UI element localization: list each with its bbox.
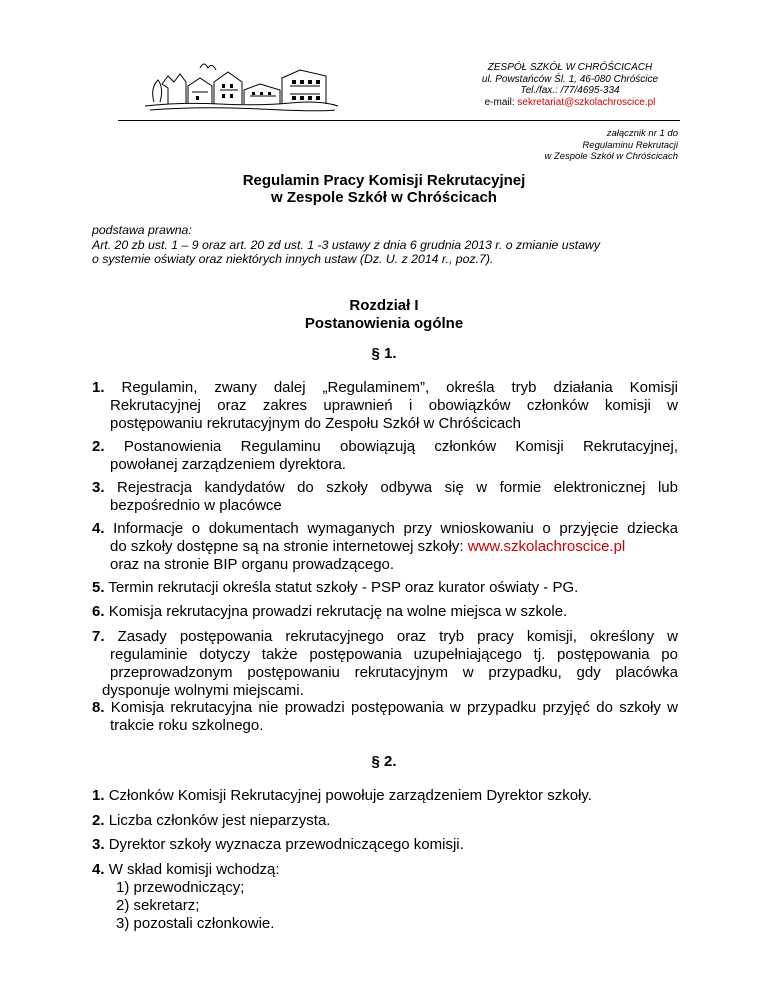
item-text: regulaminie dotyczy także postępowania uzupełniającego tj. postępowania po [110, 646, 678, 663]
item-text: Postanowienia Regulaminu obowiązują członków Komisji Rekrutacyjnej, [123, 438, 678, 455]
item-number: 4. [92, 861, 105, 878]
legal-basis-line: o systemie oświaty oraz niektórych innych ustaw (Dz. U. z 2014 r., poz.7). [92, 252, 494, 266]
item-number: 6. [92, 603, 105, 620]
item-text: Zasady postępowania rekrutacyjnego oraz tryb pracy komisji, określony w [117, 628, 679, 645]
item-text: W skład komisji wchodzą: [108, 861, 280, 878]
item-number: 2. [92, 438, 105, 455]
item-text: dysponuje wolnymi miejscami. [102, 682, 304, 699]
item-text: Rejestracja kandydatów do szkoły odbywa się w formie elektronicznej lub [117, 479, 678, 496]
item-text: Członków Komisji Rekrutacyjnej powołuje zarządzeniem Dyrektor szkoły. [108, 787, 592, 804]
list-item [92, 579, 678, 597]
item-text: powołanej zarządzeniem dyrektora. [110, 456, 346, 473]
sub-item: 3) pozostali członkowie. [116, 915, 275, 932]
item-text: trakcie roku szkolnego. [110, 717, 264, 734]
email-link[interactable]: sekretariat@szkolachroscice.pl [517, 96, 656, 108]
item-text: Regulamin, zwany dalej „Regulaminem”, określa tryb działania Komisji [121, 379, 678, 396]
item-number: 5. [92, 579, 105, 596]
item-number: 4. [92, 520, 105, 537]
title-line: Regulamin Pracy Komisji Rekrutacyjnej [242, 172, 526, 189]
email-line [470, 97, 670, 109]
item-number: 7. [92, 628, 105, 645]
section-heading: § 1. [371, 345, 397, 362]
school-website-link[interactable]: www.szkolachroscice.pl [467, 538, 626, 555]
sub-item: 2) sekretarz; [116, 897, 200, 914]
chapter-number: Rozdział I [349, 297, 419, 314]
list-item [92, 379, 678, 433]
item-text: Dyrektor szkoły wyznacza przewodniczącego komisji. [108, 836, 464, 853]
list-item [92, 861, 678, 933]
item-number: 2. [92, 812, 105, 829]
item-text: postępowaniu rekrutacyjnym do Zespołu Szkół w Chróścicach [110, 415, 522, 432]
sub-item: 1) przewodniczący; [116, 879, 245, 896]
item-text: Informacje o dokumentach wymaganych przy wnioskowaniu o przyjęcie dziecka [113, 520, 678, 537]
chapter-heading [0, 297, 768, 332]
item-text: przeprowadzonym postępowaniu rekrutacyjnym w przypadku, gdy placówka [110, 664, 678, 681]
legal-basis [92, 223, 692, 267]
section-heading: § 2. [371, 753, 397, 770]
list-item [92, 812, 678, 830]
item-text: Termin rekrutacji określa statut szkoły - PSP oraz kurator oświaty - PG. [108, 579, 579, 596]
legal-basis-line: Art. 20 zb ust. 1 – 9 oraz art. 20 zd ust. 1 -3 ustawy z dnia 6 grudnia 2013 r. o zmianie ustawy [92, 237, 601, 252]
list-item [92, 787, 678, 805]
title-line: w Zespole Szkół w Chróścicach [271, 189, 497, 206]
document-title [0, 172, 768, 206]
list-item [92, 628, 678, 700]
list-item [92, 836, 678, 854]
item-text: oraz na stronie BIP organu prowadzącego. [110, 556, 395, 573]
item-number: 3. [92, 836, 105, 853]
item-text: Rekrutacyjnej oraz zakres uprawnień i obowiązków członków komisji w [110, 397, 678, 414]
list-item [92, 603, 678, 621]
item-text: do szkoły dostępne są na stronie internetowej szkoły: [110, 538, 468, 555]
list-item [92, 479, 678, 515]
item-number: 8. [92, 699, 105, 716]
header-divider [118, 120, 680, 121]
item-text: Komisja rekrutacyjna prowadzi rekrutację na wolne miejsca w szkole. [108, 603, 568, 620]
legal-basis-label: podstawa prawna: [92, 223, 192, 237]
email-label: e-mail: [484, 96, 518, 108]
attachment-line: Regulaminu Rekrutacji [582, 139, 678, 151]
attachment-note [418, 128, 678, 163]
school-address: ul. Powstańców Śl. 1, 46-080 Chróścice [481, 73, 659, 85]
list-item [92, 520, 678, 574]
item-number: 1. [92, 787, 105, 804]
item-number: 3. [92, 479, 105, 496]
item-text: Komisja rekrutacyjna nie prowadzi postępowania w przypadku przyjęć do szkoły w [110, 699, 678, 716]
item-text: Liczba członków jest nieparzysta. [108, 812, 331, 829]
school-header [470, 62, 670, 108]
attachment-line: załącznik nr 1 do [606, 128, 678, 139]
school-phone: Tel./fax.: /77/4695-334 [520, 85, 620, 96]
attachment-line: w Zespole Szkół w Chróścicach [544, 151, 678, 162]
list-item [92, 699, 678, 735]
school-building-drawing [140, 56, 340, 116]
item-number: 1. [92, 379, 105, 396]
list-item [92, 438, 678, 474]
item-text: bezpośrednio w placówce [110, 497, 282, 514]
chapter-name: Postanowienia ogólne [304, 314, 464, 332]
school-name: ZESPÓŁ SZKÓŁ W CHRÓŚCICACH [487, 62, 653, 73]
